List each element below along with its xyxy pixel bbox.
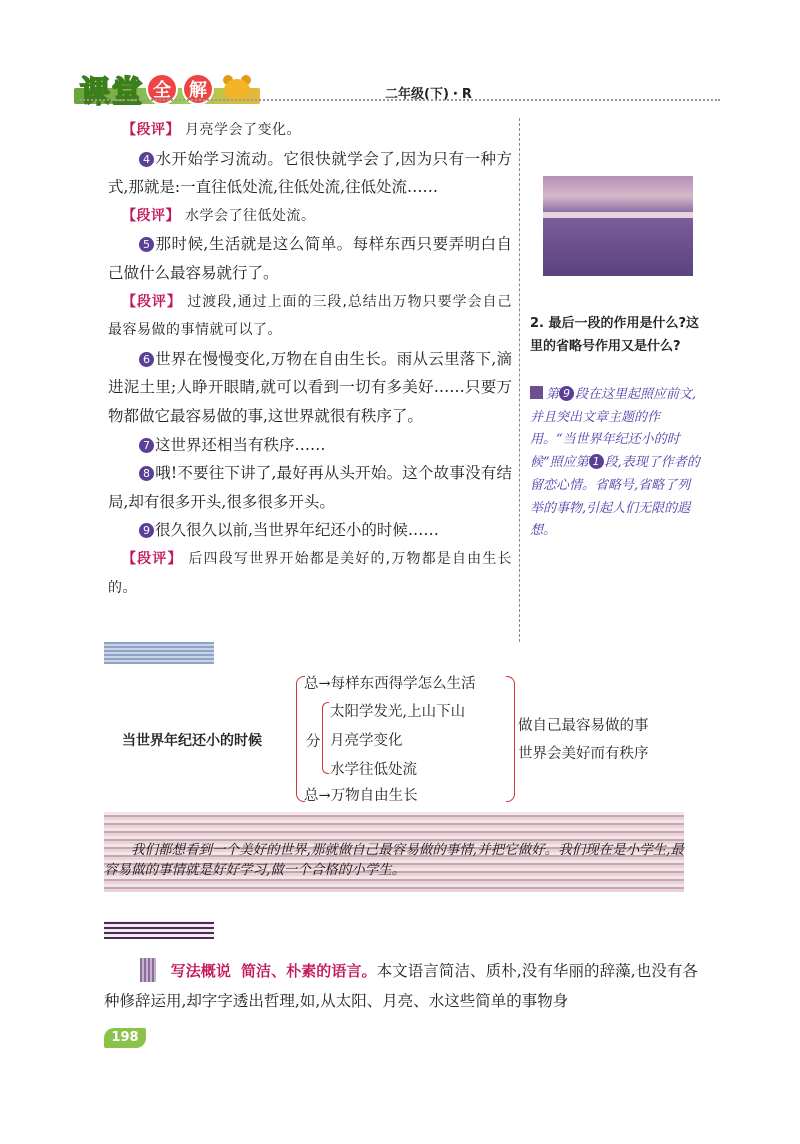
inner-brace <box>322 702 329 774</box>
diagram-top: 总→每样东西得学怎么生活 <box>304 676 476 692</box>
section-header-strip <box>104 642 214 664</box>
section-header-strip <box>104 921 214 939</box>
writing-title: 写法概说 <box>170 962 231 980</box>
paragraph: 6 世界在慢慢变化,万物在自由生长。雨从云里落下,滴进泥土里;人睁开眼睛,就可以看到一切有多美好……只要万物都做它最容易做的事,这世界就很有秩序了。 <box>108 349 512 425</box>
paragraph-number-badge: 8 <box>139 466 154 481</box>
right-brace <box>506 676 515 802</box>
diagram-fen: 分 <box>306 734 321 750</box>
paragraph: 4 水开始学习流动。它很快就学会了,因为只有一种方式,那就是:一直往低处流,往低处流,往低处流…… <box>108 149 512 197</box>
comment-tag: 【段评】 <box>122 293 182 310</box>
brand-char-4: 解 <box>182 73 214 105</box>
paragraph-number-badge: 5 <box>139 237 154 252</box>
writing-lead: 简洁、朴素的语言。 <box>240 962 377 980</box>
writing-paragraph: 写法概说 简洁、朴素的语言。本文语言简洁、质朴,没有华丽的辞藻,也没有各种修辞运用,却字字透出哲理,如,从太阳、月亮、水这些简单的事物身 <box>104 962 698 1010</box>
side-question: 2. 最后一段的作用是什么?这里的省略号作用又是什么? <box>530 316 700 354</box>
diagram-bottom: 总→万物自由生长 <box>304 788 418 804</box>
paragraph: 7 这世界还相当有秩序…… <box>108 431 512 460</box>
column-divider <box>519 118 520 642</box>
diagram-sub-3: 水学往低处流 <box>330 762 417 778</box>
paragraph-number-badge: 9 <box>559 386 574 401</box>
header-divider <box>80 99 720 101</box>
paragraph-comment: 【段评】 水学会了往低处流。 <box>122 207 316 224</box>
paragraph-number-badge: 6 <box>139 352 154 367</box>
paragraph-number-badge: 9 <box>139 523 154 538</box>
diagram-main-title: 当世界年纪还小的时候 <box>122 733 262 749</box>
diagram-right-2: 世界会美好而有秩序 <box>518 746 649 762</box>
paragraph: 9 很久很久以前,当世界年纪还小的时候…… <box>108 516 512 545</box>
paragraph-number-badge: 4 <box>139 152 154 167</box>
answer-marker-icon <box>530 386 543 399</box>
decorative-image <box>543 176 693 276</box>
brand-char-2: 堂 <box>112 75 144 110</box>
paragraph-comment: 【段评】 后四段写世界开始都是美好的,万物都是自由生长的。 <box>108 550 513 596</box>
paragraph-number-badge: 7 <box>139 438 154 453</box>
summary-text: 我们都想看到一个美好的世界,那就做自己最容易做的事情,并把它做好。我们现在是小学生,最容易做的事情就是好好学习,做一个合格的小学生。 <box>104 842 684 878</box>
paragraph-number-badge: 1 <box>589 454 604 469</box>
diagram-sub-1: 太阳学发光,上山下山 <box>330 704 466 720</box>
paragraph-comment: 【段评】 过渡段,通过上面的三段,总结出万物只要学会自己最容易做的事情就可以了。 <box>108 293 512 339</box>
grade-label: 二年级(下)・R <box>385 87 472 102</box>
diagram-right-1: 做自己最容易做的事 <box>518 718 649 734</box>
page-number: 198 <box>104 1028 146 1048</box>
paragraph-comment: 【段评】 月亮学会了变化。 <box>122 122 301 138</box>
side-answer: 第 9 段在这里起照应前文,并且突出文章主题的作用。“当世界年纪还小的时候”照应第 1 段,表现了作者的留恋心情。省略号,省略了列举的事物,引起人们无限的遐想。 <box>530 387 700 539</box>
comment-tag: 【段评】 <box>122 122 180 138</box>
main-text-column <box>108 116 512 602</box>
brand-char-3: 全 <box>146 73 178 105</box>
paragraph: 8 哦!不要往下讲了,最好再从头开始。这个故事没有结局,却有很多开头,很多很多开头。 <box>108 464 512 511</box>
brand-char-1: 课 <box>80 75 112 110</box>
writing-overview <box>104 956 698 1016</box>
structure-diagram <box>116 672 686 808</box>
comment-tag: 【段评】 <box>122 207 180 224</box>
comment-tag: 【段评】 <box>122 550 183 567</box>
diagram-sub-2: 月亮学变化 <box>330 733 403 749</box>
paragraph: 5 那时候,生活就是这么简单。每样东西只要弄明白自己做什么最容易就行了。 <box>108 235 512 282</box>
